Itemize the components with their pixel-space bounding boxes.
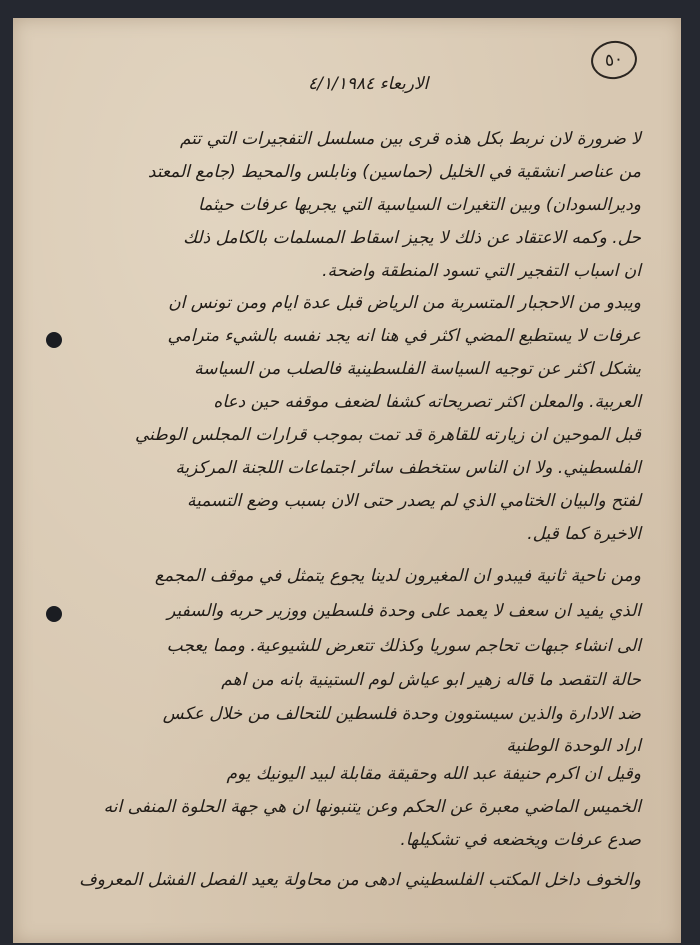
document-line: لا ضرورة لان نربط بكل هذه قرى بين مسلسل التفجيرات التي تتم: [179, 129, 641, 149]
punch-hole-icon: [46, 606, 62, 622]
document-line: وديرالسودان) وبين التغيرات السياسية التي يجريها عرفات حيثما: [198, 195, 641, 215]
document-line: لفتح والبيان الختامي الذي لم يصدر حتى الان بسبب وضع التسمية: [186, 491, 641, 511]
page-number-stamp: [589, 38, 640, 82]
document-line: قبل الموحين ان زيارته للقاهرة قد تمت بموجب قرارات المجلس الوطني: [134, 425, 641, 445]
document-line: من عناصر انشقية في الخليل (حماسين) ونابلس والمحيط (جامع المعتد: [147, 162, 641, 182]
document-line: حل. وكمه الاعتقاد عن ذلك لا يجيز اسقاط المسلمات بالكامل ذلك: [183, 228, 641, 248]
punch-hole-icon: [46, 332, 62, 348]
document-line: اراد الوحدة الوطنية: [506, 736, 641, 756]
document-line: ضد الادارة والذين سيستوون وحدة فلسطين للتحالف من خلال عكس: [162, 704, 641, 724]
document-line: ان اسباب التفجير التي تسود المنطقة واضحة.: [322, 261, 641, 281]
document-line: عرفات لا يستطيع المضي اكثر في هنا انه يجد نفسه بالشيء مترامي: [167, 326, 641, 346]
document-line: والخوف داخل المكتب الفلسطيني ادهى من محاولة يعيد الفصل الفشل المعروف: [79, 870, 641, 890]
document-line: ومن ناحية ثانية فيبدو ان المغيرون لدينا يجوع يتمثل في موقف المجمع: [154, 566, 641, 586]
document-line: وقيل ان اكرم حنيفة عبد الله وحقيقة مقابلة لبيد اليونيك يوم: [226, 764, 641, 784]
document-line: صدع عرفات ويخضعه في تشكيلها.: [400, 830, 641, 850]
document-line: حالة التقصد ما قاله زهير ابو عياش لوم الستينية بانه من اهم: [221, 670, 641, 690]
document-line: يشكل اكثر عن توجيه السياسة الفلسطينية فالصلب من السياسة: [194, 359, 641, 379]
page-number: ٥٠: [603, 48, 625, 72]
document-line: العربية. والمعلن اكثر تصريحاته كشفا لضعف موقفه حين دعاه: [213, 392, 641, 412]
document-line: الاخيرة كما قيل.: [527, 524, 641, 544]
document-line: الذي يفيد ان سعف لا يعمد على وحدة فلسطين ووزير حربه والسفير: [167, 601, 641, 621]
document-line: الى انشاء جبهات تحاجم سوريا وكذلك تتعرض للشيوعية. ومما يعجب: [166, 636, 641, 656]
paper-sheet: [13, 18, 681, 943]
date-line: الاربعاء ٤/١/١٩٨٤: [308, 74, 429, 94]
document-line: الفلسطيني. ولا ان الناس ستخطف سائر اجتماعات اللجنة المركزية: [175, 458, 641, 478]
document-line: الخميس الماضي معبرة عن الحكم وعن يتنبونها ان هي جهة الحلوة المنفى انه: [103, 797, 641, 817]
document-line: ويبدو من الاحجبار المتسربة من الرياض قبل عدة ايام ومن تونس ان: [168, 293, 641, 313]
